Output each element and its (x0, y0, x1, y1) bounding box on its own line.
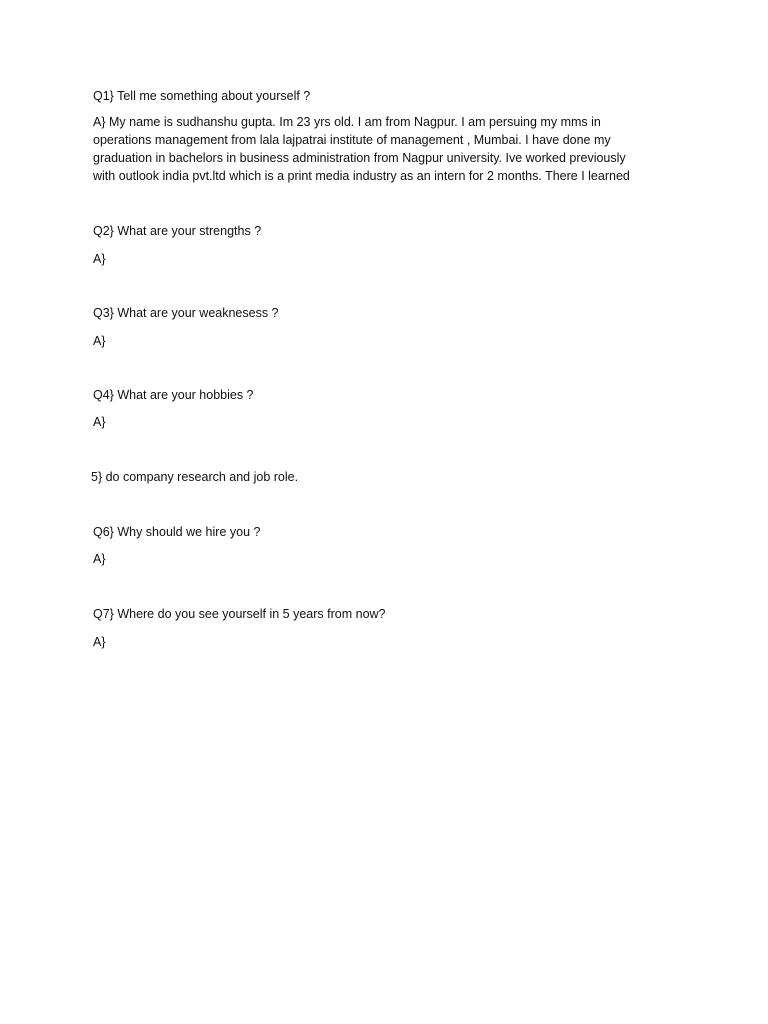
question-1: Q1} Tell me something about yourself ? (93, 89, 311, 103)
answer-7: A} (93, 635, 106, 649)
answer-1-line: operations management from lala lajpatrai institute of management , Mumbai. I have done my (93, 133, 611, 147)
answer-1 (93, 113, 683, 185)
question-7: Q7} Where do you see yourself in 5 years from now? (93, 607, 386, 621)
answer-6: A} (93, 552, 106, 566)
question-4: Q4} What are your hobbies ? (93, 388, 254, 402)
answer-1-line: graduation in bachelors in business administration from Nagpur university. Ive worked previously (93, 151, 626, 165)
answer-1-line: A} My name is sudhanshu gupta. Im 23 yrs old. I am from Nagpur. I am persuing my mms in (93, 115, 601, 129)
answer-2: A} (93, 252, 106, 266)
answer-1-line: with outlook india pvt.ltd which is a print media industry as an intern for 2 months. There I learned (93, 169, 630, 183)
question-6: Q6} Why should we hire you ? (93, 525, 261, 539)
answer-4: A} (93, 415, 106, 429)
question-3: Q3} What are your weaknesess ? (93, 306, 279, 320)
question-2: Q2} What are your strengths ? (93, 224, 262, 238)
item-5: 5} do company research and job role. (91, 470, 299, 484)
answer-3: A} (93, 334, 106, 348)
